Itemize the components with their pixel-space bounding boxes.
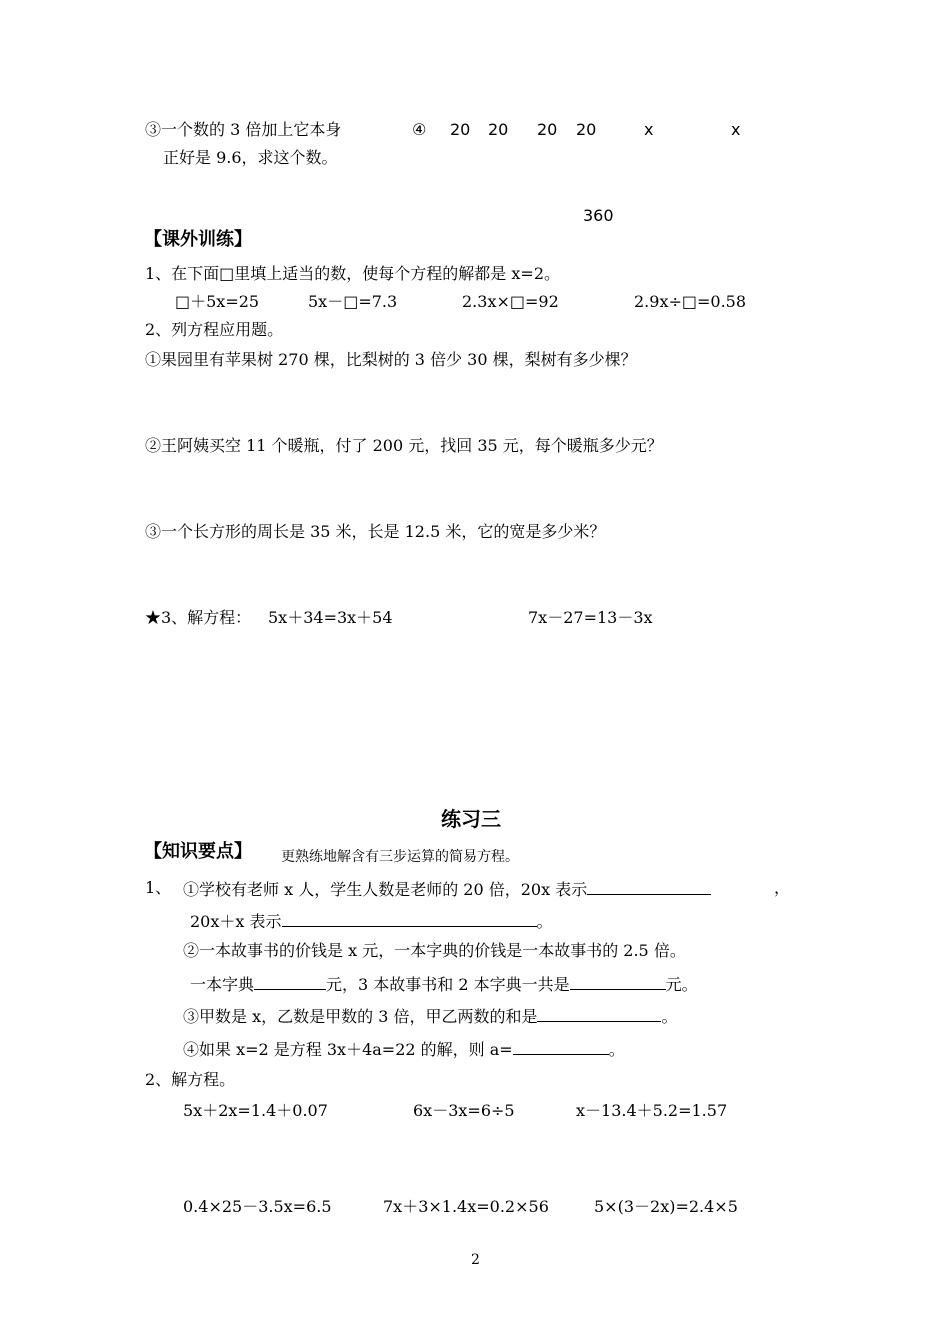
extra-p1-eq: 5x－□=7.3 [308,292,398,311]
question-1d: ④如果 x=2 是方程 3x＋4a=22 的解，则 a= 。 [183,1040,625,1059]
problem-3-line2: 正好是 9.6，求这个数。 [163,148,338,167]
answer-blank[interactable] [537,1005,661,1022]
question-1b2: 一本字典 元，3 本故事书和 2 本字典一共是 元。 [190,975,698,994]
problem-4-num: 20 [576,120,597,139]
problem-4-total: 360 [583,206,614,225]
question-1a-end: ， [774,878,791,897]
extra-p3-eq: 7x－27=13－3x [528,608,653,627]
problem-4-label: ④ [412,120,427,139]
problem-4-num: 20 [488,120,509,139]
extra-p3-eq: 5x＋34=3x＋54 [268,608,393,627]
equation: 7x＋3×1.4x=0.2×56 [383,1197,549,1216]
question-1b: ②一本故事书的价钱是 x 元，一本字典的价钱是一本故事书的 2.5 倍。 [183,941,686,960]
extra-p3-title: ★3、解方程： [145,608,252,627]
key-points-heading: 【知识要点】 [144,841,252,862]
key-points-text: 更熟练地解含有三步运算的简易方程。 [281,849,519,865]
extra-p1-eq: □＋5x=25 [175,292,260,311]
answer-blank[interactable] [282,910,537,927]
extra-p1-eq: 2.9x÷□=0.58 [634,292,747,311]
question-1a: ①学校有老师 x 人，学生人数是老师的 20 倍，20x 表示 [183,878,711,900]
problem-4-num: 20 [537,120,558,139]
section-title: 练习三 [441,807,501,831]
answer-blank[interactable] [570,973,666,990]
extra-p2-q2: ②王阿姨买空 11 个暖瓶，付了 200 元，找回 35 元，每个暖瓶多少元？ [145,436,663,455]
question-1c: ③甲数是 x，乙数是甲数的 3 倍，甲乙两数的和是 。 [183,1007,678,1026]
answer-blank[interactable] [587,878,711,895]
equation: 5x＋2x=1.4＋0.07 [183,1101,328,1120]
problem-4-x: x [731,120,741,139]
answer-blank[interactable] [254,973,326,990]
extra-training-heading: 【课外训练】 [144,229,252,250]
extra-p2-q3: ③一个长方形的周长是 35 米，长是 12.5 米，它的宽是多少米？ [145,522,606,541]
question-1-number: 1、 [145,878,172,897]
equation: 0.4×25－3.5x=6.5 [183,1197,332,1216]
question-1a2: 20x＋x 表示 。 [190,912,553,931]
equation: 6x－3x=6÷5 [413,1101,515,1120]
question-2-title: 2、解方程。 [145,1070,236,1089]
problem-3-line1: ③一个数的 3 倍加上它本身 [145,120,342,139]
extra-p2-title: 2、列方程应用题。 [145,320,284,339]
answer-blank[interactable] [513,1038,609,1055]
problem-4-num: 20 [450,120,471,139]
extra-p1-title: 1、在下面□里填上适当的数，使每个方程的解都是 x=2。 [145,264,560,283]
page-number: 2 [471,1252,480,1268]
extra-p2-q1: ①果园里有苹果树 270 棵，比梨树的 3 倍少 30 棵，梨树有多少棵？ [145,350,637,369]
equation: 5×(3－2x)=2.4×5 [594,1197,738,1216]
equation: x－13.4＋5.2=1.57 [576,1101,728,1120]
extra-p1-eq: 2.3x×□=92 [462,292,559,311]
problem-4-x: x [644,120,654,139]
